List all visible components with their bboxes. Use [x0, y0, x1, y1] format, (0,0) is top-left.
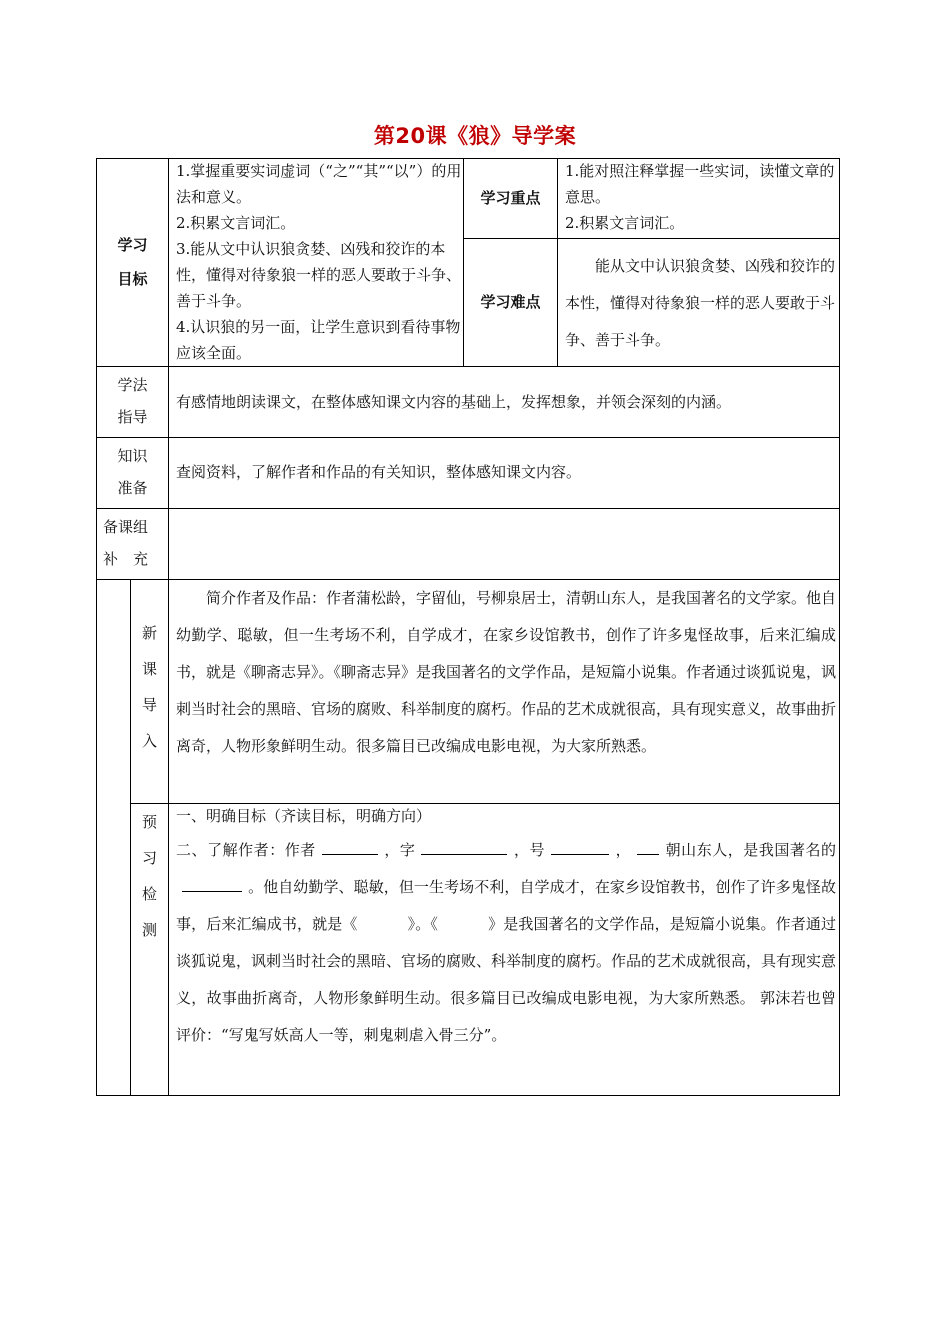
supplement-label: 备课组 补 充 — [103, 518, 149, 568]
preview-paragraph: 二、了解作者：作者 ，字 ，号 ， 朝山东人，是我国著名的。他自幼勤学、聪敏，但一生考场不利，自学成才，在家乡设馆教书，创作了许多鬼怪故事，后来汇编成书，就是《 》。《 》是我国著名的文学作品，是短篇小说集。作者通过谈狐说鬼，讽刺当时社会的黑暗、官场的腐败、科举制度的腐朽。作品的艺术成就很高，具有现实意义，故事曲折离奇，人物形象鲜明生动。很多篇目已改编成电影电视，为大家所熟悉。 郭沫若也曾评价：“写鬼写妖高人一等，刺鬼刺虐入骨三分”。 — [176, 832, 836, 1054]
author-name-blank[interactable] — [322, 838, 378, 855]
key-point-item: 1.能对照注释掌握一些实词，读懂文章的意思。 — [565, 162, 835, 206]
identity-blank[interactable] — [182, 875, 242, 892]
goals-list — [176, 158, 462, 366]
page-title: 第20课《狼》导学案 — [373, 124, 577, 148]
preview-label: 预 习 检 测 — [141, 813, 157, 939]
knowledge-text: 查阅资料，了解作者和作品的有关知识，整体感知课文内容。 — [176, 463, 582, 481]
courtesy-name-blank[interactable] — [421, 838, 507, 855]
goal-item: 1.掌握重要实词虚词（“之”“其”“以”）的用法和意义。 — [176, 162, 462, 206]
key-points-label: 学习重点 — [480, 189, 541, 207]
goals-label: 学习 目标 — [117, 236, 148, 288]
intro-label: 新 课 导 入 — [141, 624, 157, 750]
goal-item: 4.认识狼的另一面，让学生意识到看待事物应该全面。 — [176, 318, 461, 362]
pen-name-blank[interactable] — [551, 838, 609, 855]
key-points-list — [565, 158, 837, 236]
difficulties-text: 能从文中认识狼贪婪、凶残和狡诈的本性，懂得对待象狼一样的恶人要敢于斗争、善于斗争。 — [565, 257, 836, 349]
intro-text: 简介作者及作品：作者蒲松龄，字留仙，号柳泉居士，清朝山东人，是我国著名的文学家。他自幼勤学、聪敏，但一生考场不利，自学成才，在家乡设馆教书，创作了许多鬼怪故事，后来汇编成书，就是《聊斋志异》。《聊斋志异》是我国著名的文学作品，是短篇小说集。作者通过谈狐说鬼，讽刺当时社会的黑暗、官场的腐败、科举制度的腐朽。作品的艺术成就很高，具有现实意义，故事曲折离奇，人物形象鲜明生动。很多篇目已改编成电影电视，为大家所熟悉。 — [176, 589, 837, 755]
preview-line-1: 一、明确目标（齐读目标，明确方向） — [176, 807, 432, 825]
method-label: 学法 指导 — [117, 376, 148, 426]
dynasty-blank[interactable] — [637, 838, 659, 855]
goal-item: 2.积累文言词汇。 — [176, 214, 296, 232]
difficulties-label: 学习难点 — [480, 293, 541, 311]
knowledge-label: 知识 准备 — [117, 447, 148, 497]
key-point-item: 2.积累文言词汇。 — [565, 214, 685, 232]
method-text: 有感情地朗读课文，在整体感知课文内容的基础上，发挥想象，并领会深刻的内涵。 — [176, 393, 732, 411]
goal-item: 3.能从文中认识狼贪婪、凶残和狡诈的本性，懂得对待象狼一样的恶人要敢于斗争、善于斗争。 — [176, 240, 462, 310]
